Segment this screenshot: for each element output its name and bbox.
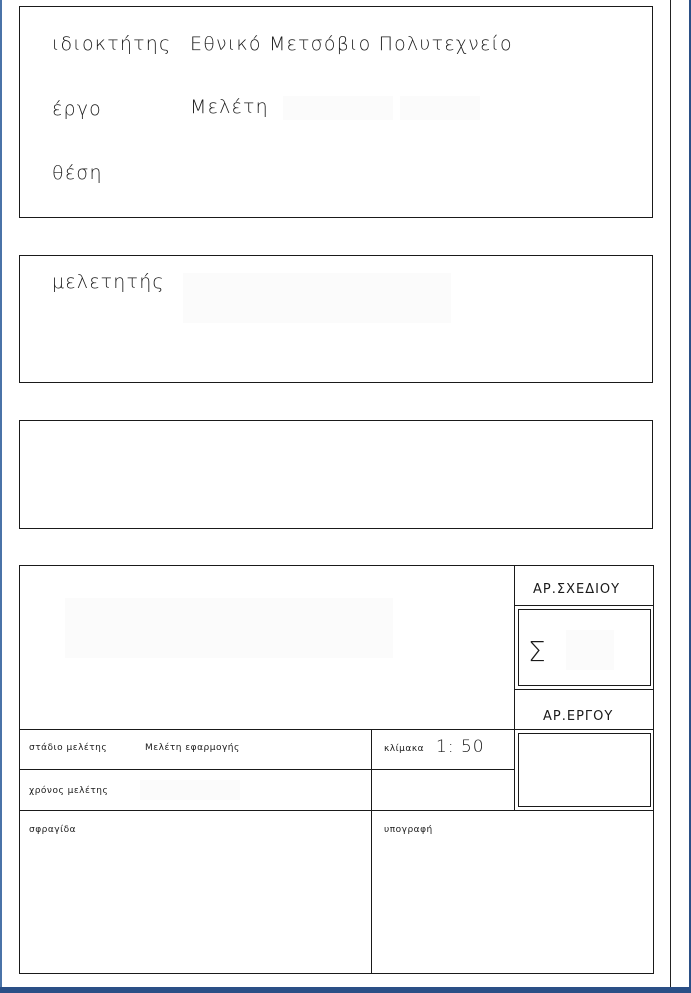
redacted-drawing-no xyxy=(566,630,614,670)
scale-label: κλίμακα xyxy=(384,744,425,754)
project-no-inner-box xyxy=(518,733,651,807)
sheet-border-right xyxy=(670,0,671,993)
redacted-project-name-2 xyxy=(400,96,480,120)
owner-value: Εθνικό Μετσόβιο Πολυτεχνείο xyxy=(190,33,513,55)
project-label: έργο xyxy=(52,98,102,120)
drawing-no-value: Σ xyxy=(528,635,546,668)
redacted-designer-name xyxy=(183,273,451,323)
drawing-no-box-bottom xyxy=(514,689,654,690)
title-block-year-top xyxy=(19,769,515,770)
project-value: Μελέτη xyxy=(190,96,269,118)
title-block-stamp-top xyxy=(19,810,654,811)
redacted-year xyxy=(140,780,240,800)
redacted-project-name xyxy=(283,96,393,120)
stage-label: στάδιο μελέτης xyxy=(29,743,108,753)
title-block-stage-top xyxy=(19,729,515,730)
drawing-no-label-bottom xyxy=(514,605,654,606)
signature-label: υπογραφή xyxy=(384,825,433,835)
blank-block xyxy=(19,420,653,529)
project-no-label-bottom xyxy=(514,729,654,730)
title-block-scale-divider xyxy=(371,729,372,974)
drawing-no-label: ΑΡ.ΣΧΕΔΙΟΥ xyxy=(533,582,621,597)
owner-label: ιδιοκτήτης xyxy=(52,33,172,55)
stage-value: Μελέτη εφαρμογής xyxy=(145,743,240,753)
sheet-border-left xyxy=(0,0,2,993)
window-edge-bottom xyxy=(0,987,691,993)
scale-value: 1: 50 xyxy=(436,737,485,757)
redacted-title xyxy=(65,598,393,658)
designer-label: μελετητής xyxy=(52,271,165,293)
year-label: χρόνος μελέτης xyxy=(29,786,109,796)
title-block-right-divider xyxy=(514,565,515,811)
location-label: θέση xyxy=(52,162,103,184)
stamp-label: σφραγίδα xyxy=(29,825,77,835)
project-no-label: ΑΡ.ΕΡΓΟΥ xyxy=(543,709,614,724)
